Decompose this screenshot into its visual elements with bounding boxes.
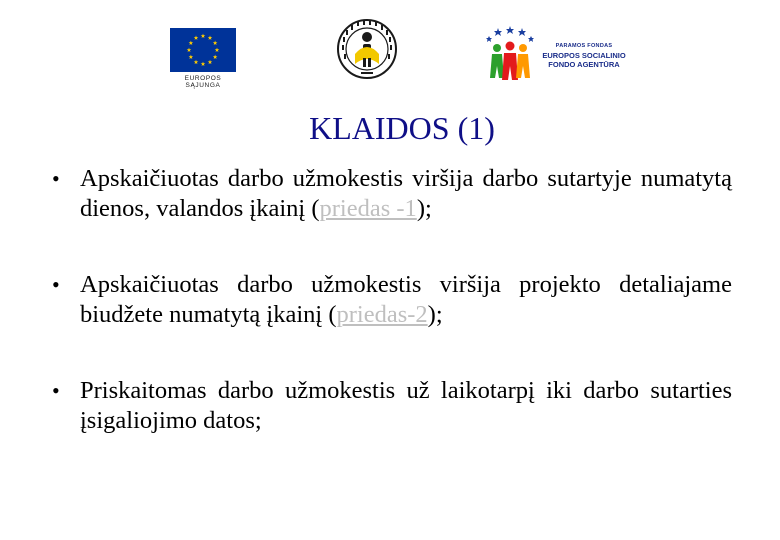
seal-icon — [336, 18, 398, 80]
bullet-dot-icon: • — [52, 378, 60, 403]
appendix-2-link[interactable]: priedas-2 — [336, 301, 428, 328]
bullet-end: ); — [427, 301, 443, 328]
esf-line-3: FONDO AGENTŪRA — [548, 60, 620, 69]
people-icon — [484, 26, 536, 82]
bullet-text: Apskaičiuotas darbo užmokestis viršija projekto detaliajame biudžete numatytą įkainį ( — [80, 271, 732, 328]
slide-title: KLAIDOS (1) — [309, 110, 495, 146]
esf-agency-logo — [484, 24, 634, 86]
eu-flag-icon — [170, 28, 236, 72]
bullet-dot-icon: • — [52, 272, 60, 297]
bullet-end: ); — [416, 195, 432, 222]
bullet-dot-icon: • — [52, 166, 60, 191]
eu-logo — [168, 28, 238, 90]
bullet-text: Apskaičiuotas darbo užmokestis viršija darbo sutartyje numatytą dienos, valandos įkainį ( — [80, 165, 732, 222]
esf-caption — [534, 42, 634, 69]
bullet-list — [48, 164, 732, 436]
bullet-item — [48, 270, 732, 330]
eu-caption: EUROPOS SĄJUNGA — [184, 75, 222, 89]
organization-seal-logo — [336, 18, 398, 80]
esf-line-2: EUROPOS SOCIALINIO — [542, 51, 626, 60]
bullet-item — [48, 164, 732, 224]
bullet-text: Priskaitomas darbo užmokestis už laikotarpį iki darbo sutarties įsigaliojimo datos; — [80, 377, 732, 434]
bullet-item — [48, 376, 732, 436]
esf-line-1: PARAMOS FONDAS — [555, 43, 613, 49]
appendix-1-link[interactable]: priedas -1 — [319, 195, 417, 222]
